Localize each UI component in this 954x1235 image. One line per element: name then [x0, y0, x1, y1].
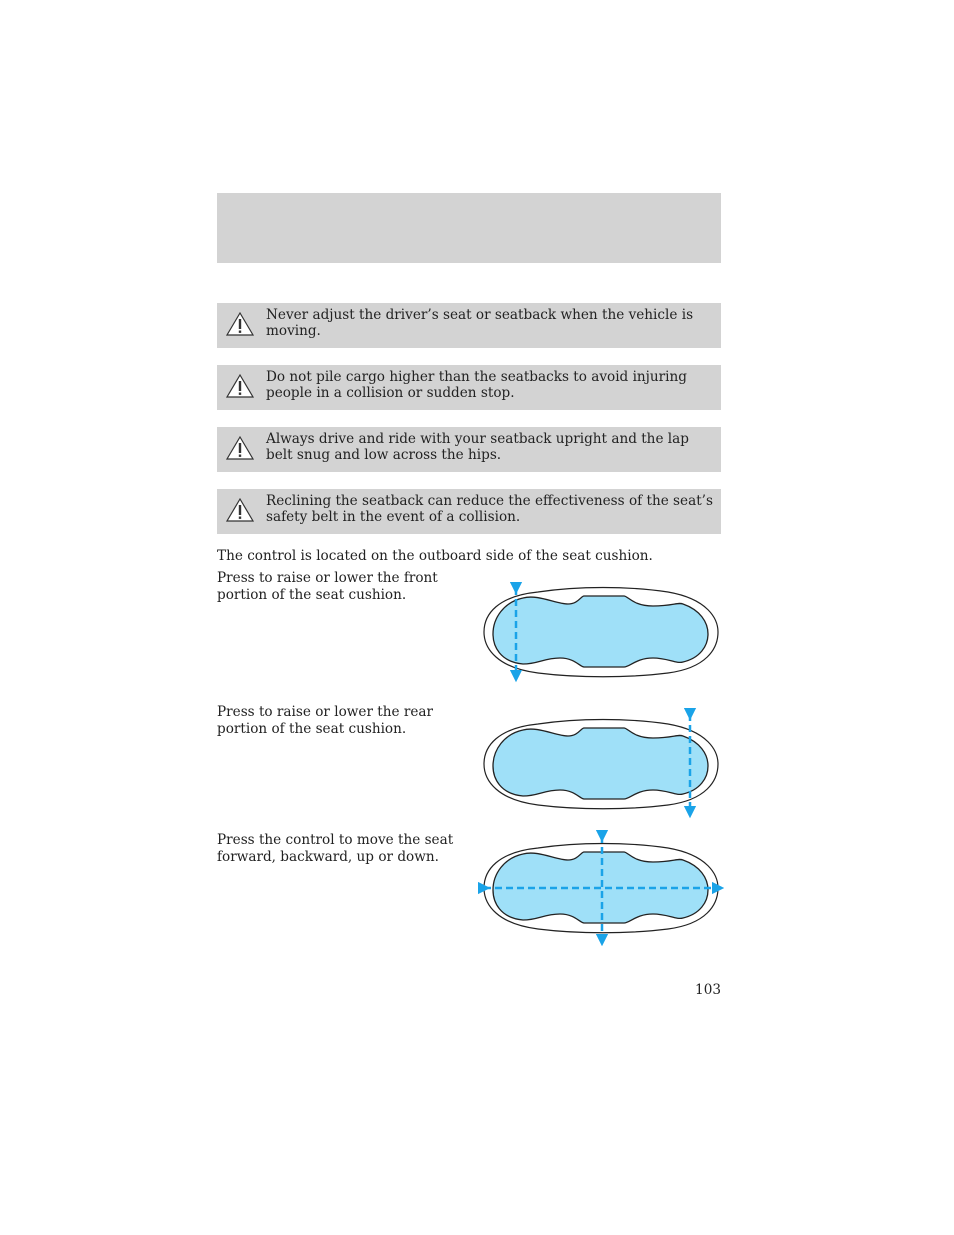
- seat-control-front-diagram: [478, 574, 724, 690]
- warning-triangle-icon: [225, 373, 255, 399]
- warning-text: Reclining the seatback can reduce the effectiveness of the seat’s safety belt in the event of a collision.: [266, 493, 713, 525]
- control-button-face: [493, 596, 708, 667]
- control-button-face: [493, 728, 708, 799]
- warning-triangle-icon: [225, 435, 255, 461]
- section-header-bar: [217, 193, 721, 263]
- warning-triangle-icon: [225, 311, 255, 337]
- warning-text: Never adjust the driver’s seat or seatback when the vehicle is moving.: [266, 307, 694, 339]
- warning-text: Do not pile cargo higher than the seatbacks to avoid injuring people in a collision or sudden stop.: [266, 369, 687, 401]
- seat-control-move-diagram: [478, 830, 724, 946]
- warning-box: [217, 303, 721, 348]
- warning-box: [217, 489, 721, 534]
- instruction-rear-text: Press to raise or lower the rear portion of the seat cushion.: [217, 704, 433, 737]
- warning-box: [217, 365, 721, 410]
- instruction-move-text: Press the control to move the seat forward, backward, up or down.: [217, 832, 454, 865]
- warning-text: Always drive and ride with your seatback upright and the lap belt snug and low across the hips.: [266, 431, 689, 463]
- seat-control-rear-diagram: [478, 706, 724, 822]
- warning-triangle-icon: [225, 497, 255, 523]
- instruction-front-text: Press to raise or lower the front portion of the seat cushion.: [217, 570, 438, 603]
- warning-box: [217, 427, 721, 472]
- page-number: 103: [695, 982, 721, 998]
- intro-paragraph: The control is located on the outboard side of the seat cushion.: [217, 548, 653, 564]
